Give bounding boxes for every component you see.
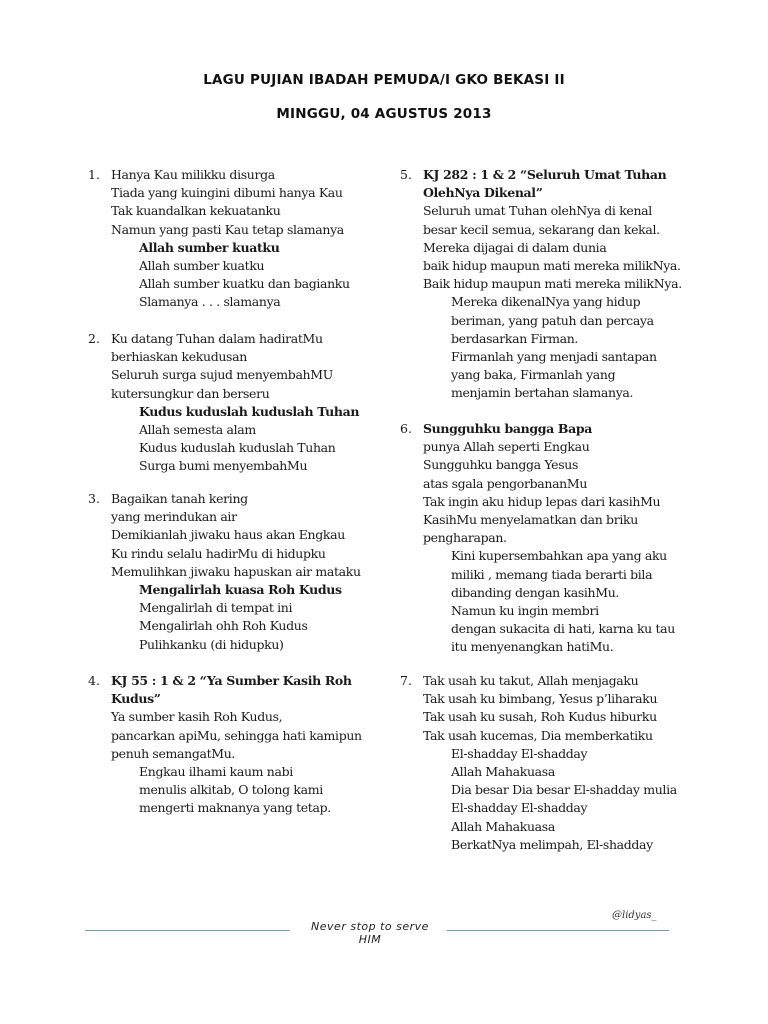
song-number: 6. — [400, 421, 412, 436]
chorus-line: BerkatNya melimpah, El-shadday — [451, 836, 653, 852]
lyric-line: Demikianlah jiwaku haus akan Engkau — [111, 527, 345, 543]
chorus-line: Dia besar Dia besar El-shadday mulia — [451, 782, 677, 798]
lyric-line: Sungguhku bangga Bapa — [423, 421, 592, 436]
chorus-line: Pulihkanku (di hidupku) — [139, 636, 284, 652]
song-number: 4. — [88, 673, 100, 688]
chorus-line: Allah Mahakuasa — [451, 818, 555, 834]
chorus-line: Namun ku ingin membri — [451, 603, 599, 619]
chorus-line: yang baka, Firmanlah yang — [451, 367, 616, 383]
lyric-line: Baik hidup maupun mati mereka milikNya. — [423, 276, 682, 292]
chorus-line: Slamanya . . . slamanya — [139, 294, 281, 310]
song-4 — [88, 672, 378, 818]
lyric-line: atas sgala pengorbananMu — [423, 475, 588, 491]
chorus-line: mengerti maknanya yang tetap. — [139, 800, 331, 816]
song-3 — [88, 490, 378, 654]
lyric-line: berhiaskan kekudusan — [111, 349, 247, 365]
lyric-line: yang merindukan air — [111, 509, 237, 525]
lyric-line: Ku rindu selalu hadirMu di hidupku — [111, 545, 326, 561]
chorus-line: Allah sumber kuatku — [139, 258, 265, 274]
chorus-line: Kudus kuduslah kuduslah Tuhan — [139, 440, 336, 456]
document-date: MINGGU, 04 AGUSTUS 2013 — [276, 106, 492, 122]
chorus-line: dengan sukacita di hati, karna ku tau — [451, 621, 675, 637]
lyric-line: KasihMu menyelamatkan dan briku — [423, 512, 638, 528]
lyric-line: Hanya Kau milikku disurga — [111, 167, 275, 182]
document-title: LAGU PUJIAN IBADAH PEMUDA/I GKO BEKASI II — [203, 72, 565, 88]
chorus-line: Mengalirlah kuasa Roh Kudus — [139, 582, 342, 598]
lyric-line: Tak ingin aku hidup lepas dari kasihMu — [423, 493, 661, 509]
lyric-line: pancarkan apiMu, sehingga hati kamipun — [111, 727, 362, 743]
lyric-line: Tak kuandalkan kekuatanku — [111, 203, 281, 219]
chorus-line: Kudus kuduslah kuduslah Tuhan — [139, 403, 360, 419]
chorus-line: itu menyenangkan hatiMu. — [451, 639, 614, 655]
lyric-line: Seluruh surga sujud menyembahMU — [111, 367, 333, 383]
lyric-line: Tak usah ku susah, Roh Kudus hiburku — [423, 709, 657, 725]
lyric-line: besar kecil semua, sekarang dan kekal. — [423, 221, 660, 237]
chorus-line: Mengalirlah di tempat ini — [139, 600, 293, 616]
lyric-line: Tiada yang kuingini dibumi hanya Kau — [111, 185, 343, 201]
chorus-line: miliki , memang tiada berarti bila — [451, 566, 653, 582]
chorus-line: Allah Mahakuasa — [451, 764, 555, 780]
lyric-line: penuh semangatMu. — [111, 745, 236, 761]
chorus-line: Surga bumi menyembahMu — [139, 458, 308, 474]
chorus-line: El-shadday El-shadday — [451, 745, 588, 761]
song-1 — [88, 166, 378, 312]
chorus-line: Allah sumber kuatku dan bagianku — [139, 276, 350, 292]
chorus-line: Allah sumber kuatku — [139, 239, 280, 255]
footer-divider-right — [447, 930, 669, 931]
lyric-line: Tak usah kucemas, Dia memberkatiku — [423, 727, 653, 743]
song-heading: KJ 282 : 1 & 2 “Seluruh Umat Tuhan OlehNya Dikenal” — [423, 167, 667, 201]
lyric-line: baik hidup maupun mati mereka milikNya. — [423, 258, 681, 274]
song-number: 2. — [88, 331, 100, 346]
lyric-line: Ku datang Tuhan dalam hadiratMu — [111, 331, 323, 346]
song-6 — [400, 420, 700, 657]
song-number: 5. — [400, 167, 412, 182]
lyric-line: Namun yang pasti Kau tetap slamanya — [111, 221, 344, 237]
lyric-line: Sungguhku bangga Yesus — [423, 457, 579, 473]
chorus-line: dibanding dengan kasihMu. — [451, 584, 620, 600]
chorus-line: berdasarkan Firman. — [451, 330, 579, 346]
chorus-line: Firmanlah yang menjadi santapan — [451, 349, 657, 365]
chorus-line: Mereka dikenalNya yang hidup — [451, 294, 641, 310]
song-heading: KJ 55 : 1 & 2 “Ya Sumber Kasih Roh Kudus” — [111, 673, 352, 707]
song-number: 7. — [400, 673, 412, 688]
song-5 — [400, 166, 700, 403]
chorus-line: Kini kupersembahkan apa yang aku — [451, 548, 667, 564]
chorus-line: beriman, yang patuh dan percaya — [451, 312, 654, 328]
lyric-line: Mereka dijagai di dalam dunia — [423, 239, 607, 255]
lyric-line: Tak usah ku bimbang, Yesus p’liharaku — [423, 691, 658, 707]
footer-motto: Never stop to serve HIM — [311, 920, 429, 946]
chorus-line: Mengalirlah ohh Roh Kudus — [139, 618, 308, 634]
song-number: 3. — [88, 491, 100, 506]
lyric-line: punya Allah seperti Engkau — [423, 439, 590, 455]
chorus-line: Allah semesta alam — [139, 422, 256, 438]
song-number: 1. — [88, 167, 100, 182]
chorus-line: Engkau ilhami kaum nabi — [139, 764, 293, 780]
lyric-line: Ya sumber kasih Roh Kudus, — [111, 709, 283, 725]
lyric-line: Memulihkan jiwaku hapuskan air mataku — [111, 563, 361, 579]
chorus-line: menulis alkitab, O tolong kami — [139, 782, 323, 798]
footer-divider-left — [85, 930, 290, 931]
lyric-line: Bagaikan tanah kering — [111, 491, 248, 506]
song-2 — [88, 330, 378, 476]
lyric-line: Seluruh umat Tuhan olehNya di kenal — [423, 203, 652, 219]
lyric-line: kutersungkur dan berseru — [111, 385, 270, 401]
author-handle: @lidyas_ — [612, 910, 657, 921]
chorus-line: El-shadday El-shadday — [451, 800, 588, 816]
lyric-line: Tak usah ku takut, Allah menjagaku — [423, 673, 639, 688]
song-7 — [400, 672, 700, 854]
chorus-line: menjamin bertahan slamanya. — [451, 385, 634, 401]
lyric-line: pengharapan. — [423, 530, 507, 546]
